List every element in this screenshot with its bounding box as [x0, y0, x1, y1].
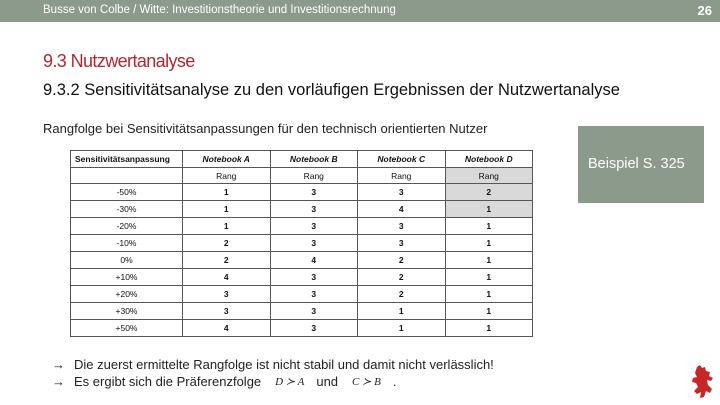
rank-cell: 3: [270, 303, 358, 320]
arrow-icon: →: [52, 357, 65, 372]
row-label: -10%: [71, 235, 183, 252]
subsection-title: 9.3.2 Sensitivitätsanalyse zu den vorläufigen Ergebnissen der Nutzwertanalyse: [43, 81, 620, 99]
rank-cell: 3: [270, 235, 358, 252]
rank-cell: 2: [445, 184, 533, 201]
conclusion-item-2: [52, 373, 494, 390]
sub-header-rang-b: Rang: [270, 168, 358, 184]
rank-cell: 1: [358, 303, 446, 320]
table-row: [71, 184, 533, 201]
rank-cell: 4: [358, 201, 446, 218]
rank-cell: 1: [183, 184, 271, 201]
rank-cell: 2: [183, 235, 271, 252]
header-bar: [0, 0, 720, 22]
rank-cell: 1: [445, 252, 533, 269]
rank-cell: 3: [358, 235, 446, 252]
intro-text: Rangfolge bei Sensitivitätsanpassungen für den technisch orientierten Nutzer: [43, 121, 488, 136]
sub-header-rang-a: Rang: [183, 168, 271, 184]
rank-cell: 1: [445, 269, 533, 286]
rank-cell: 4: [270, 252, 358, 269]
table-row: [71, 218, 533, 235]
rank-cell: 3: [270, 184, 358, 201]
rank-cell: 1: [445, 320, 533, 337]
sensitivity-table: [70, 150, 532, 338]
table-row: [71, 286, 533, 303]
sub-header-rang-c: Rang: [358, 168, 446, 184]
rank-cell: 2: [358, 269, 446, 286]
conclusion-end: .: [392, 374, 397, 389]
conclusion-list: [52, 356, 494, 390]
col-header-sensitivity: Sensitivitätsanpassung: [71, 151, 183, 168]
ranking-table: [70, 150, 533, 337]
col-header-notebook-a: Notebook A: [183, 151, 271, 168]
table-row: [71, 320, 533, 337]
rank-cell: 4: [183, 269, 271, 286]
row-label: +30%: [71, 303, 183, 320]
rank-cell: 2: [358, 252, 446, 269]
rank-cell: 2: [358, 286, 446, 303]
sub-header-empty: [71, 168, 183, 184]
rank-cell: 3: [358, 218, 446, 235]
table-row: [71, 303, 533, 320]
rank-cell: 2: [183, 252, 271, 269]
section-title: 9.3 Nutzwertanalyse: [43, 51, 195, 71]
conclusion-connector: und: [316, 374, 339, 389]
sub-header-rang-d: Rang: [445, 168, 533, 184]
table-row: [71, 235, 533, 252]
example-reference-box: [578, 126, 704, 203]
table-row: [71, 269, 533, 286]
rank-cell: 1: [445, 286, 533, 303]
rank-cell: 1: [445, 235, 533, 252]
rank-cell: 3: [270, 218, 358, 235]
row-label: 0%: [71, 252, 183, 269]
header-title: Busse von Colbe / Witte: Investitionstheorie und Investitionsrechnung: [43, 4, 396, 16]
berlin-bear-logo-icon: [689, 363, 717, 401]
row-label: -30%: [71, 201, 183, 218]
rank-cell: 3: [270, 286, 358, 303]
rank-cell: 1: [445, 201, 533, 218]
rank-cell: 1: [358, 320, 446, 337]
example-reference-label: Beispiel S. 325: [588, 156, 685, 172]
rank-cell: 1: [183, 201, 271, 218]
conclusion-text-1: Die zuerst ermittelte Rangfolge ist nicht stabil und damit nicht verlässlich!: [74, 357, 494, 372]
rank-cell: 3: [183, 303, 271, 320]
arrow-icon: →: [52, 374, 65, 389]
rank-cell: 1: [183, 218, 271, 235]
col-header-notebook-b: Notebook B: [270, 151, 358, 168]
preference-formula-2: C ≻ B: [352, 376, 381, 388]
preference-formula-1: D ≻ A: [275, 376, 305, 388]
table-row: [71, 252, 533, 269]
row-label: +10%: [71, 269, 183, 286]
col-header-notebook-d: Notebook D: [445, 151, 533, 168]
page-number: 26: [697, 3, 712, 18]
rank-cell: 3: [270, 320, 358, 337]
rank-cell: 1: [445, 218, 533, 235]
table-row: [71, 201, 533, 218]
rank-cell: 1: [445, 303, 533, 320]
row-label: +50%: [71, 320, 183, 337]
row-label: -20%: [71, 218, 183, 235]
row-label: +20%: [71, 286, 183, 303]
conclusion-text-2: Es ergibt sich die Präferenzfolge: [74, 374, 262, 389]
rank-cell: 3: [358, 184, 446, 201]
rank-cell: 3: [270, 201, 358, 218]
row-label: -50%: [71, 184, 183, 201]
rank-cell: 3: [183, 286, 271, 303]
rank-cell: 4: [183, 320, 271, 337]
conclusion-item-1: [52, 356, 494, 373]
col-header-notebook-c: Notebook C: [358, 151, 446, 168]
rank-cell: 3: [270, 269, 358, 286]
